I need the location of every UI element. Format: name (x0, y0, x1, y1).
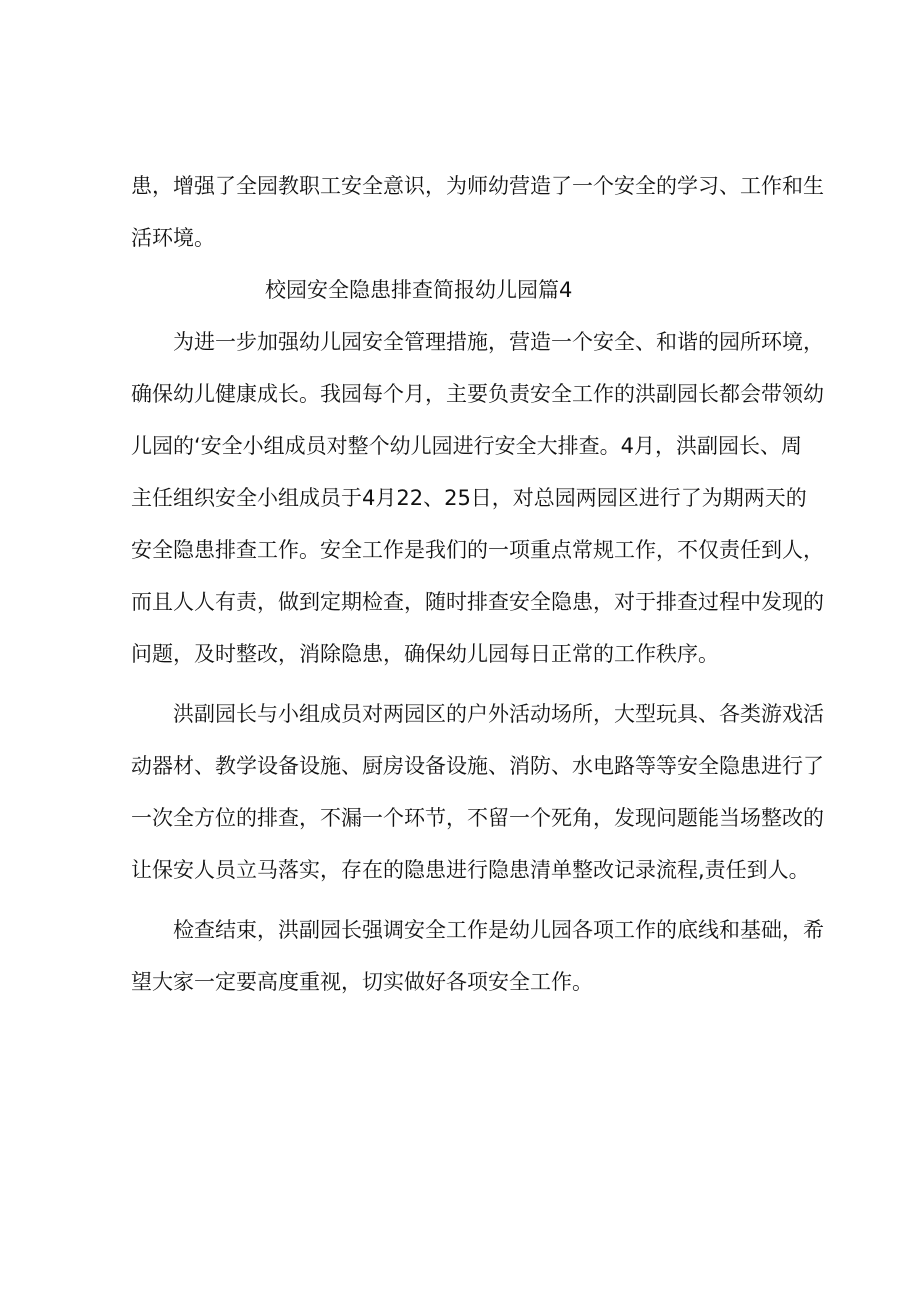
paragraph-1 (131, 316, 824, 680)
section-title: 校园安全隐患排查简报幼儿园篇4 (265, 278, 573, 302)
paragraph-3-line-2: 望大家一定要高度重视，切实做好各项安全工作。 (131, 970, 593, 994)
paragraph-gap (131, 680, 799, 688)
paragraph-1-line-7: 问题，及时整改，消除隐患，确保幼儿园每日正常的工作秩序。 (131, 642, 719, 666)
document-body (131, 160, 824, 1008)
paragraph-2 (131, 688, 824, 896)
paragraph-1-line-2: 确保幼儿健康成长。我园每个月，主要负责安全工作的洪副园长都会带领幼 (131, 382, 824, 406)
paragraph-1-line-4: 主任组织安全小组成员于4月22、25日，对总园两园区进行了为期两天的 (131, 486, 807, 510)
paragraph-1-line-5: 安全隐患排查工作。安全工作是我们的一项重点常规工作，不仅责任到人， (131, 538, 824, 562)
paragraph-1-line-3: 儿园的‘安全小组成员对整个幼儿园进行安全大排查。4月，洪副园长、周 (131, 434, 803, 458)
paragraph-1-line-6: 而且人人有责，做到定期检查，随时排查安全隐患，对于排查过程中发现的 (131, 590, 824, 614)
paragraph-1-line-1: 为进一步加强幼儿园安全管理措施，营造一个安全、和谐的园所环境， (173, 330, 824, 354)
paragraph-3 (131, 904, 824, 1008)
intro-line-2: 活环境。 (131, 226, 215, 250)
paragraph-gap (131, 896, 799, 904)
intro-line-1: 患，增强了全园教职工安全意识，为师幼营造了一个安全的学习、工作和生 (131, 174, 824, 198)
paragraph-2-line-4: 让保安人员立马落实，存在的隐患进行隐患清单整改记录流程,责任到人。 (131, 858, 810, 882)
paragraph-2-line-1: 洪副园长与小组成员对两园区的户外活动场所，大型玩具、各类游戏活 (173, 702, 824, 726)
paragraph-3-line-1: 检查结束，洪副园长强调安全工作是幼儿园各项工作的底线和基础，希 (173, 918, 824, 942)
paragraph-2-line-3: 一次全方位的排查，不漏一个环节，不留一个死角，发现问题能当场整改的 (131, 806, 824, 830)
paragraph-2-line-2: 动器材、教学设备设施、厨房设备设施、消防、水电路等等安全隐患进行了 (131, 754, 824, 778)
